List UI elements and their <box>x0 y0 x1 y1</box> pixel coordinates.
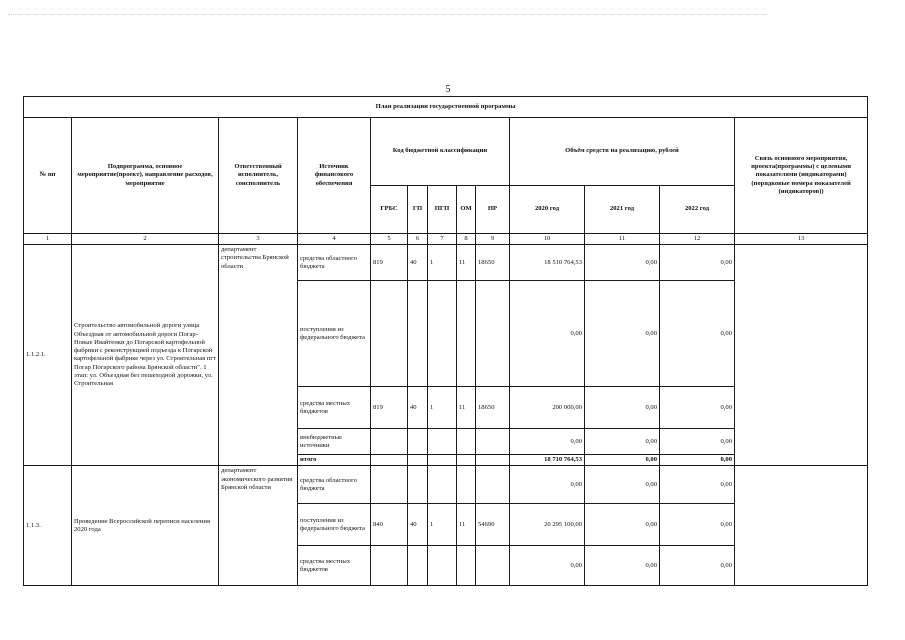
code-grbs: 840 <box>371 504 408 546</box>
column-number: 1 <box>24 234 72 245</box>
column-number: 11 <box>585 234 660 245</box>
code-gp <box>408 466 428 504</box>
header-np: НР <box>476 186 510 234</box>
funding-source-total: итого <box>298 455 371 466</box>
amount-2020: 0,00 <box>510 546 585 586</box>
header-pgp: ПГП <box>428 186 457 234</box>
code-om <box>457 546 476 586</box>
code-gp <box>408 281 428 387</box>
row-number: 1.1.3. <box>24 466 72 586</box>
funding-source: средства областного бюджета <box>298 245 371 281</box>
amount-2021: 0,00 <box>585 245 660 281</box>
code-om <box>457 429 476 455</box>
column-number: 4 <box>298 234 371 245</box>
code-grbs: 819 <box>371 387 408 429</box>
responsible-executor: департамент строительства Брянской области <box>219 245 298 466</box>
header-subprogram: Подпрограмма, основное мероприятие(проект), направление расходов, мероприятие <box>72 118 219 234</box>
scan-artifact-line <box>8 14 768 21</box>
activity-name: Строительство автомобильной дороги улица Объездная от автомобильной дороги Погар-Новые Ивайтенки до Погарской картофельной фабрики с реконструкцией подъезда к Погарской картофельной фабрике через ул. Строительная пгт Погар Погарского района Брянской области". 1 этап: ул. Объездная без пешеходной дорожки, ул. Строительная <box>72 245 219 466</box>
code-np <box>476 429 510 455</box>
amount-2022: 0,00 <box>660 546 735 586</box>
header-2021: 2021 год <box>585 186 660 234</box>
code-om <box>457 466 476 504</box>
code-np: 54690 <box>476 504 510 546</box>
amount-2022: 0,00 <box>660 281 735 387</box>
code-grbs <box>371 281 408 387</box>
code-grbs <box>371 455 408 466</box>
amount-2021: 0,00 <box>585 504 660 546</box>
header-gp: ГП <box>408 186 428 234</box>
header-grbs: ГРБС <box>371 186 408 234</box>
code-om: 11 <box>457 504 476 546</box>
row-number: 1.1.2.1. <box>24 245 72 466</box>
code-grbs: 819 <box>371 245 408 281</box>
code-om: 11 <box>457 387 476 429</box>
amount-2022: 0,00 <box>660 245 735 281</box>
column-number: 9 <box>476 234 510 245</box>
page-number: 5 <box>445 84 451 95</box>
column-number-row <box>24 234 868 245</box>
amount-2020: 18 510 764,53 <box>510 245 585 281</box>
code-pgp: 1 <box>428 245 457 281</box>
amount-2020: 200 000,00 <box>510 387 585 429</box>
funding-source: средства местных бюджетов <box>298 546 371 586</box>
funding-source: поступления из федерального бюджета <box>298 281 371 387</box>
program-plan-table <box>23 96 868 586</box>
funding-source: средства областного бюджета <box>298 466 371 504</box>
amount-2022: 0,00 <box>660 504 735 546</box>
amount-2021: 0,00 <box>585 387 660 429</box>
code-grbs <box>371 546 408 586</box>
code-np: 18650 <box>476 245 510 281</box>
code-gp: 40 <box>408 245 428 281</box>
indicator-link <box>735 245 868 466</box>
header-link: Связь основного мероприятия, проекта(программы) с целевыми показателями (индикаторами) (порядковые номера показателей (индикаторов)) <box>735 118 868 234</box>
header-budget-code: Код бюджетной классификации <box>371 118 510 186</box>
amount-2021: 0,00 <box>585 429 660 455</box>
amount-2021: 0,00 <box>585 546 660 586</box>
code-gp <box>408 455 428 466</box>
column-number: 6 <box>408 234 428 245</box>
funding-source: средства местных бюджетов <box>298 387 371 429</box>
total-2021: 0,00 <box>585 455 660 466</box>
column-number: 8 <box>457 234 476 245</box>
column-number: 5 <box>371 234 408 245</box>
header-source: Источник финансового обеспечения <box>298 118 371 234</box>
amount-2022: 0,00 <box>660 429 735 455</box>
amount-2022: 0,00 <box>660 466 735 504</box>
header-no: № пп <box>24 118 72 234</box>
code-np <box>476 281 510 387</box>
funding-source: поступления из федерального бюджета <box>298 504 371 546</box>
code-pgp <box>428 466 457 504</box>
code-om <box>457 281 476 387</box>
code-pgp: 1 <box>428 387 457 429</box>
amount-2020: 0,00 <box>510 429 585 455</box>
code-pgp <box>428 281 457 387</box>
code-gp: 40 <box>408 387 428 429</box>
code-gp: 40 <box>408 504 428 546</box>
code-om <box>457 455 476 466</box>
code-gp <box>408 429 428 455</box>
total-2022: 0,00 <box>660 455 735 466</box>
code-pgp <box>428 546 457 586</box>
header-2022: 2022 год <box>660 186 735 234</box>
header-volume: Объём средств на реализацию, рублей <box>510 118 735 186</box>
column-number: 12 <box>660 234 735 245</box>
code-np <box>476 466 510 504</box>
column-number: 13 <box>735 234 868 245</box>
code-grbs <box>371 466 408 504</box>
amount-2020: 20 295 100,00 <box>510 504 585 546</box>
indicator-link <box>735 466 868 586</box>
table-title: План реализации государственной программы <box>24 97 868 118</box>
code-pgp <box>428 455 457 466</box>
table-row <box>24 245 868 281</box>
amount-2020: 0,00 <box>510 281 585 387</box>
table-row <box>24 466 868 504</box>
code-gp <box>408 546 428 586</box>
code-np <box>476 455 510 466</box>
header-2020: 2020 год <box>510 186 585 234</box>
header-responsible: Ответственный исполнитель, соисполнитель <box>219 118 298 234</box>
amount-2020: 0,00 <box>510 466 585 504</box>
header-om: ОМ <box>457 186 476 234</box>
column-number: 7 <box>428 234 457 245</box>
code-np <box>476 546 510 586</box>
amount-2022: 0,00 <box>660 387 735 429</box>
column-number: 10 <box>510 234 585 245</box>
amount-2021: 0,00 <box>585 466 660 504</box>
activity-name: Проведение Всероссийской переписи населения 2020 года <box>72 466 219 586</box>
column-number: 3 <box>219 234 298 245</box>
code-grbs <box>371 429 408 455</box>
total-2020: 18 710 764,53 <box>510 455 585 466</box>
code-pgp: 1 <box>428 504 457 546</box>
column-number: 2 <box>72 234 219 245</box>
responsible-executor: департамент экономического развития Брянской области <box>219 466 298 586</box>
code-om: 11 <box>457 245 476 281</box>
amount-2021: 0,00 <box>585 281 660 387</box>
code-pgp <box>428 429 457 455</box>
funding-source: внебюджетные источники <box>298 429 371 455</box>
code-np: 18650 <box>476 387 510 429</box>
